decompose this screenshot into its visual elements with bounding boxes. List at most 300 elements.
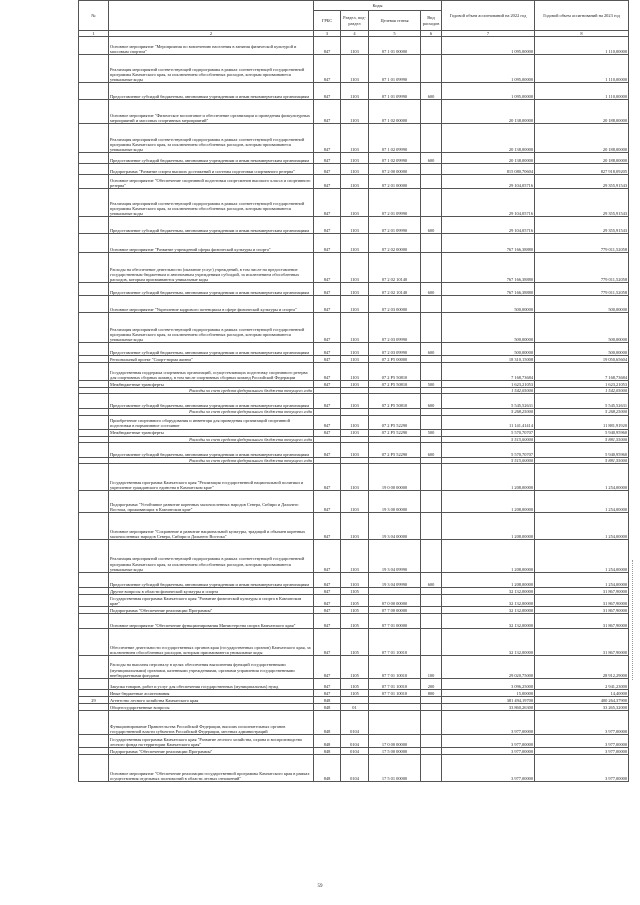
row-vr: 500 bbox=[421, 429, 442, 436]
row-vr bbox=[421, 588, 442, 595]
table-row bbox=[79, 755, 629, 782]
row-number bbox=[79, 343, 109, 356]
header-csr: Целевая статья bbox=[369, 11, 421, 31]
table-row bbox=[79, 429, 629, 436]
row-grbs: 847 bbox=[314, 253, 341, 283]
row-number bbox=[79, 55, 109, 83]
row-amount-2022: 3 977,00000 bbox=[442, 711, 535, 735]
row-razdel: 1103 bbox=[341, 234, 369, 253]
row-razdel: 1103 bbox=[341, 217, 369, 234]
col-number: 5 bbox=[369, 31, 421, 37]
row-razdel: 1105 bbox=[341, 607, 369, 614]
row-number bbox=[79, 381, 109, 388]
row-amount-2023: 1 254,00000 bbox=[535, 573, 629, 588]
row-vr bbox=[421, 464, 442, 491]
table-row bbox=[79, 629, 629, 656]
row-name: Другие вопросы в области физической культуры и спорта bbox=[109, 588, 314, 595]
row-amount-2022: 5 515,00000 bbox=[442, 436, 535, 442]
table-row bbox=[79, 540, 629, 573]
row-name: Реализация мероприятий соответствующей подпрограммы в рамках соответствующей государственной программы Камчатского края, за исключением обособленных расходов, которым присваиваются уникальные коды bbox=[109, 313, 314, 343]
row-amount-2023: 779 011,52058 bbox=[535, 253, 629, 283]
row-csr: 07 1 02 09990 bbox=[369, 153, 421, 164]
row-grbs: 847 bbox=[314, 595, 341, 607]
row-vr bbox=[421, 415, 442, 429]
row-grbs: 847 bbox=[314, 83, 341, 100]
row-amount-2022: 1 095,00000 bbox=[442, 55, 535, 83]
row-amount-2023: 20 188,00000 bbox=[535, 100, 629, 124]
row-razdel: 1103 bbox=[341, 189, 369, 217]
row-amount-2022: 32 132,00000 bbox=[442, 588, 535, 595]
row-amount-2023: 29 355,91543 bbox=[535, 189, 629, 217]
row-name: Подпрограмма "Развитие спорта высших достижений и системы подготовки спортивного резерва" bbox=[109, 164, 314, 175]
row-number bbox=[79, 37, 109, 55]
row-grbs: 847 bbox=[314, 217, 341, 234]
row-amount-2022: 1 208,00000 bbox=[442, 491, 535, 513]
row-csr: 07 2 02 10140 bbox=[369, 253, 421, 283]
row-csr: 19 0 00 00000 bbox=[369, 464, 421, 491]
row-name: Предоставление субсидий бюджетным, автономным учреждениям и иным некоммерческим организациям bbox=[109, 217, 314, 234]
row-csr: 07 7 01 10010 bbox=[369, 690, 421, 697]
row-csr: 07 2 01 09990 bbox=[369, 189, 421, 217]
row-vr bbox=[421, 595, 442, 607]
row-grbs: 847 bbox=[314, 124, 341, 153]
row-name: Расходы за счет средств федерального бюджета текущего года bbox=[109, 409, 314, 415]
row-amount-2023: 1 254,00000 bbox=[535, 464, 629, 491]
row-vr: 100 bbox=[421, 656, 442, 679]
row-number bbox=[79, 607, 109, 614]
row-razdel: 1103 bbox=[341, 343, 369, 356]
row-razdel: 1103 bbox=[341, 363, 369, 381]
row-vr: 600 bbox=[421, 283, 442, 296]
row-amount-2023: 500,00000 bbox=[535, 296, 629, 313]
row-number bbox=[79, 296, 109, 313]
row-number bbox=[79, 573, 109, 588]
table-row bbox=[79, 296, 629, 313]
row-amount-2022: 5 570,70707 bbox=[442, 442, 535, 457]
row-amount-2022: 767 166,38880 bbox=[442, 234, 535, 253]
row-razdel: 1103 bbox=[341, 283, 369, 296]
row-amount-2022: 1 208,00000 bbox=[442, 573, 535, 588]
row-amount-2022: 5 545,52631 bbox=[442, 394, 535, 409]
table-row bbox=[79, 442, 629, 457]
row-vr bbox=[421, 253, 442, 283]
row-amount-2022: 29 020,75000 bbox=[442, 656, 535, 679]
row-number bbox=[79, 415, 109, 429]
row-csr: 07 2 01 00000 bbox=[369, 175, 421, 189]
row-number bbox=[79, 253, 109, 283]
row-number bbox=[79, 124, 109, 153]
row-number bbox=[79, 656, 109, 679]
row-csr: 07 2 P5 52290 bbox=[369, 415, 421, 429]
col-number: 7 bbox=[442, 31, 535, 37]
row-name: Реализация мероприятий соответствующей подпрограммы в рамках соответствующей государственной программы Камчатского края, за исключением обособленных расходов, которым присваиваются уникальные коды bbox=[109, 540, 314, 573]
row-number bbox=[79, 363, 109, 381]
row-amount-2022: 32 132,00000 bbox=[442, 629, 535, 656]
row-vr: 600 bbox=[421, 343, 442, 356]
header-name bbox=[109, 1, 314, 31]
table-row bbox=[79, 607, 629, 614]
row-razdel: 1103 bbox=[341, 429, 369, 436]
row-razdel: 1103 bbox=[341, 153, 369, 164]
row-grbs: 847 bbox=[314, 153, 341, 164]
row-name: Предоставление субсидий бюджетным, автономным учреждениям и иным некоммерческим организациям bbox=[109, 573, 314, 588]
row-vr bbox=[421, 356, 442, 363]
row-number bbox=[79, 234, 109, 253]
row-razdel: 1103 bbox=[341, 394, 369, 409]
budget-table-body bbox=[79, 37, 629, 782]
row-name: Предоставление субсидий бюджетным, автономным учреждениям и иным некоммерческим организациям bbox=[109, 343, 314, 356]
row-amount-2022: 815 080,70604 bbox=[442, 164, 535, 175]
row-amount-2022: 1 542,05000 bbox=[442, 388, 535, 394]
row-razdel: 0104 bbox=[341, 748, 369, 755]
row-razdel: 1103 bbox=[341, 37, 369, 55]
table-row bbox=[79, 164, 629, 175]
row-amount-2023: 1 254,00000 bbox=[535, 491, 629, 513]
row-grbs: 847 bbox=[314, 513, 341, 540]
row-number bbox=[79, 614, 109, 629]
row-amount-2023: 1 542,05000 bbox=[535, 388, 629, 394]
row-name: Обеспечение деятельности государственных органов края (государственных органов) Камчатского края, за исключением обособленных расходов, которым присваиваются уникальные коды bbox=[109, 629, 314, 656]
row-amount-2023: 2 941,23000 bbox=[535, 679, 629, 690]
row-grbs: 847 bbox=[314, 283, 341, 296]
row-grbs: 847 bbox=[314, 313, 341, 343]
scan-edge bbox=[632, 560, 634, 680]
row-amount-2023: 1 623,21053 bbox=[535, 381, 629, 388]
row-amount-2023: 29 355,91543 bbox=[535, 217, 629, 234]
row-amount-2023: 1 254,00000 bbox=[535, 513, 629, 540]
row-amount-2023: 3 977,00000 bbox=[535, 735, 629, 748]
row-razdel: 1103 bbox=[341, 313, 369, 343]
row-number bbox=[79, 704, 109, 711]
row-razdel: 1103 bbox=[341, 513, 369, 540]
table-row bbox=[79, 513, 629, 540]
row-amount-2022: 1 095,00000 bbox=[442, 83, 535, 100]
row-number bbox=[79, 690, 109, 697]
row-amount-2022: 1 623,21053 bbox=[442, 381, 535, 388]
row-amount-2022: 3 977,00000 bbox=[442, 735, 535, 748]
row-vr bbox=[421, 124, 442, 153]
row-vr bbox=[421, 37, 442, 55]
row-amount-2023: 31 867,90000 bbox=[535, 614, 629, 629]
table-row bbox=[79, 656, 629, 679]
row-name: Подпрограмма "Обеспечение реализации Программы" bbox=[109, 607, 314, 614]
row-csr: 07 2 02 00000 bbox=[369, 234, 421, 253]
row-amount-2023: 500,00000 bbox=[535, 313, 629, 343]
row-name: Предоставление субсидий бюджетным, автономным учреждениям и иным некоммерческим организациям bbox=[109, 83, 314, 100]
row-number bbox=[79, 540, 109, 573]
row-amount-2022: 20 138,00000 bbox=[442, 124, 535, 153]
row-razdel: 1103 bbox=[341, 55, 369, 83]
row-number bbox=[79, 394, 109, 409]
table-row bbox=[79, 711, 629, 735]
row-vr bbox=[421, 234, 442, 253]
row-vr bbox=[421, 313, 442, 343]
row-name: Межбюджетные трансферты bbox=[109, 381, 314, 388]
row-razdel: 1103 bbox=[341, 573, 369, 588]
row-csr: 07 2 02 10140 bbox=[369, 283, 421, 296]
row-vr: 600 bbox=[421, 83, 442, 100]
row-number bbox=[79, 283, 109, 296]
row-grbs: 848 bbox=[314, 735, 341, 748]
row-amount-2023: 3 977,00000 bbox=[535, 755, 629, 782]
row-amount-2022: 29 104,05716 bbox=[442, 175, 535, 189]
row-vr: 200 bbox=[421, 679, 442, 690]
row-grbs: 847 bbox=[314, 164, 341, 175]
row-amount-2022: 1 208,00000 bbox=[442, 513, 535, 540]
row-amount-2023: 1 110,00000 bbox=[535, 37, 629, 55]
row-csr: 07 1 02 00000 bbox=[369, 100, 421, 124]
row-grbs: 847 bbox=[314, 629, 341, 656]
row-amount-2022: 767 166,38880 bbox=[442, 253, 535, 283]
row-grbs: 847 bbox=[314, 175, 341, 189]
row-csr: 19 3 04 00000 bbox=[369, 513, 421, 540]
table-row bbox=[79, 679, 629, 690]
row-name: Расходы за счет средств федерального бюджета текущего года bbox=[109, 388, 314, 394]
table-row bbox=[79, 491, 629, 513]
row-csr: 17 5 01 00000 bbox=[369, 755, 421, 782]
row-number bbox=[79, 153, 109, 164]
row-amount-2023: 31 867,90000 bbox=[535, 595, 629, 607]
row-csr: 07 2 P5 52290 bbox=[369, 429, 421, 436]
row-csr: 07 2 01 09990 bbox=[369, 217, 421, 234]
row-number bbox=[79, 313, 109, 343]
row-razdel: 1105 bbox=[341, 588, 369, 595]
row-name: Подпрограмма "Устойчивое развитие коренных малочисленных народов Севера, Сибири и Дальнего Востока, проживающих в Камчатском крае" bbox=[109, 491, 314, 513]
row-vr: 600 bbox=[421, 442, 442, 457]
header-number: № bbox=[79, 1, 109, 31]
row-amount-2023: 31 867,90000 bbox=[535, 607, 629, 614]
row-csr: 07 0 00 00000 bbox=[369, 595, 421, 607]
row-vr bbox=[421, 164, 442, 175]
table-row bbox=[79, 234, 629, 253]
header-razdel: Раздел, под-раздел bbox=[341, 11, 369, 31]
row-razdel: 01 bbox=[341, 704, 369, 711]
row-amount-2022: 20 138,00000 bbox=[442, 153, 535, 164]
row-grbs: 847 bbox=[314, 588, 341, 595]
row-vr bbox=[421, 614, 442, 629]
row-vr bbox=[421, 748, 442, 755]
row-amount-2022: 32 132,00000 bbox=[442, 595, 535, 607]
table-row bbox=[79, 55, 629, 83]
row-number bbox=[79, 217, 109, 234]
table-row bbox=[79, 363, 629, 381]
row-number bbox=[79, 164, 109, 175]
row-amount-2023: 5 881,55000 bbox=[535, 457, 629, 463]
col-number: 2 bbox=[109, 31, 314, 37]
row-csr: 07 1 01 09990 bbox=[369, 83, 421, 100]
table-row bbox=[79, 189, 629, 217]
row-name: Предоставление субсидий бюджетным, автономным учреждениям и иным некоммерческим организациям bbox=[109, 283, 314, 296]
row-name: Предоставление субсидий бюджетным, автономным учреждениям и иным некоммерческим организациям bbox=[109, 153, 314, 164]
table-row bbox=[79, 124, 629, 153]
row-grbs: 847 bbox=[314, 607, 341, 614]
row-grbs: 848 bbox=[314, 704, 341, 711]
col-number: 8 bbox=[535, 31, 629, 37]
row-vr bbox=[421, 189, 442, 217]
row-vr bbox=[421, 704, 442, 711]
row-razdel: 1103 bbox=[341, 100, 369, 124]
row-csr: 07 2 P5 52290 bbox=[369, 442, 421, 457]
row-grbs: 848 bbox=[314, 748, 341, 755]
row-name: Региональный проект "Спорт-норма жизни" bbox=[109, 356, 314, 363]
row-number bbox=[79, 735, 109, 748]
row-razdel: 1105 bbox=[341, 595, 369, 607]
row-vr: 600 bbox=[421, 394, 442, 409]
row-name: Основное мероприятие "Укрепление кадрового потенциала в сфере физической культуры и спорта" bbox=[109, 296, 314, 313]
row-amount-2023: 31 867,90000 bbox=[535, 588, 629, 595]
row-csr: 07 1 02 09990 bbox=[369, 124, 421, 153]
table-row bbox=[79, 37, 629, 55]
row-number bbox=[79, 513, 109, 540]
row-name: Подпрограмма "Обеспечение реализации Программы" bbox=[109, 748, 314, 755]
row-grbs: 847 bbox=[314, 343, 341, 356]
row-csr: 07 7 01 10010 bbox=[369, 629, 421, 656]
row-amount-2023: 19 050,65604 bbox=[535, 356, 629, 363]
row-amount-2022: 500,00000 bbox=[442, 296, 535, 313]
row-grbs: 848 bbox=[314, 755, 341, 782]
row-amount-2022: 29 104,05716 bbox=[442, 217, 535, 234]
row-name: Основное мероприятие "Развитие учреждений сферы физической культуры и спорта" bbox=[109, 234, 314, 253]
row-name: Реализация мероприятий соответствующей подпрограммы в рамках соответствующей государственной программы Камчатского края, за исключением обособленных расходов, которым присваиваются уникальные коды bbox=[109, 189, 314, 217]
row-number bbox=[79, 100, 109, 124]
row-amount-2022: 500,00000 bbox=[442, 343, 535, 356]
row-name: Предоставление субсидий бюджетным, автономным учреждениям и иным некоммерческим организациям bbox=[109, 394, 314, 409]
row-razdel: 1105 bbox=[341, 614, 369, 629]
row-amount-2022: 32 132,00000 bbox=[442, 607, 535, 614]
row-grbs: 847 bbox=[314, 37, 341, 55]
row-name: Агентство лесного хозяйства Камчатского края bbox=[109, 697, 314, 704]
row-name: Основное мероприятие "Обеспечение функционирования Министерства спорта Камчатского края" bbox=[109, 614, 314, 629]
row-vr bbox=[421, 755, 442, 782]
row-csr: 07 2 P5 00000 bbox=[369, 356, 421, 363]
table-row bbox=[79, 595, 629, 607]
row-csr bbox=[369, 704, 421, 711]
row-number bbox=[79, 588, 109, 595]
row-grbs: 847 bbox=[314, 189, 341, 217]
row-vr bbox=[421, 175, 442, 189]
row-vr bbox=[421, 363, 442, 381]
col-number: 1 bbox=[79, 31, 109, 37]
row-grbs: 847 bbox=[314, 464, 341, 491]
row-razdel: 1103 bbox=[341, 491, 369, 513]
row-name: Основное мероприятие "Обеспечение спортивной подготовки спортсменов высокого класса и спортивного резерва" bbox=[109, 175, 314, 189]
row-amount-2022: 18 310,15008 bbox=[442, 356, 535, 363]
row-csr: 07 1 01 09990 bbox=[369, 55, 421, 83]
row-number bbox=[79, 442, 109, 457]
row-name: Функционирование Правительства Российской Федерации, высших исполнительных органов государственной власти субъектов Российской Федерации, местных администраций bbox=[109, 711, 314, 735]
row-amount-2022: 1 095,00000 bbox=[442, 37, 535, 55]
col-number: 6 bbox=[421, 31, 442, 37]
row-name: Закупка товаров, работ и услуг для обеспечения государственных (муниципальных) нужд bbox=[109, 679, 314, 690]
row-grbs: 847 bbox=[314, 442, 341, 457]
row-razdel: 1103 bbox=[341, 296, 369, 313]
row-grbs: 847 bbox=[314, 356, 341, 363]
row-vr bbox=[421, 100, 442, 124]
row-vr bbox=[421, 697, 442, 704]
row-razdel: 0104 bbox=[341, 711, 369, 735]
table-row bbox=[79, 253, 629, 283]
row-grbs: 847 bbox=[314, 614, 341, 629]
row-razdel: 1103 bbox=[341, 83, 369, 100]
row-amount-2022: 3 096,25000 bbox=[442, 679, 535, 690]
row-number bbox=[79, 711, 109, 735]
table-row bbox=[79, 704, 629, 711]
row-name: Расходы на обеспечение деятельности (оказание услуг) учреждений, в том числе на предоставление государственным бюджетным и автономным учреждениям субсидий, за исключением обособленных расходов, которым присваиваются уникальные коды bbox=[109, 253, 314, 283]
row-amount-2022: 5 570,70707 bbox=[442, 429, 535, 436]
row-csr bbox=[369, 588, 421, 595]
row-csr: 07 7 01 00000 bbox=[369, 614, 421, 629]
row-amount-2022: 767 166,38880 bbox=[442, 283, 535, 296]
row-grbs: 847 bbox=[314, 679, 341, 690]
table-row bbox=[79, 217, 629, 234]
row-amount-2023: 1 254,00000 bbox=[535, 540, 629, 573]
row-razdel: 0104 bbox=[341, 735, 369, 748]
row-razdel: 1103 bbox=[341, 464, 369, 491]
header-grbs: ГРБС bbox=[314, 11, 341, 31]
row-amount-2023: 5 940,95960 bbox=[535, 429, 629, 436]
table-row bbox=[79, 415, 629, 429]
row-csr bbox=[369, 711, 421, 735]
row-vr: 500 bbox=[421, 381, 442, 388]
row-grbs: 847 bbox=[314, 296, 341, 313]
row-csr: 07 2 P5 50810 bbox=[369, 394, 421, 409]
row-grbs: 847 bbox=[314, 540, 341, 573]
row-vr: 800 bbox=[421, 690, 442, 697]
row-name: Расходы на выплаты персоналу в целях обеспечения выполнения функций государственными (муниципальными) органами, казенными учреждениями, органами управления государственными внебюджетными фондами bbox=[109, 656, 314, 679]
row-name: Общегосударственные вопросы bbox=[109, 704, 314, 711]
row-amount-2023: 3 977,00000 bbox=[535, 748, 629, 755]
row-razdel bbox=[341, 697, 369, 704]
row-amount-2023: 5 881,55000 bbox=[535, 436, 629, 442]
table-row bbox=[79, 313, 629, 343]
row-csr bbox=[369, 697, 421, 704]
row-amount-2022: 5 515,00000 bbox=[442, 457, 535, 463]
row-number bbox=[79, 595, 109, 607]
row-vr: 600 bbox=[421, 217, 442, 234]
row-amount-2023: 500,00000 bbox=[535, 343, 629, 356]
row-number bbox=[79, 491, 109, 513]
row-csr: 19 3 04 09990 bbox=[369, 573, 421, 588]
row-grbs: 847 bbox=[314, 429, 341, 436]
row-amount-2023: 20 188,00000 bbox=[535, 124, 629, 153]
row-number bbox=[79, 629, 109, 656]
row-grbs: 847 bbox=[314, 100, 341, 124]
row-vr bbox=[421, 540, 442, 573]
row-vr bbox=[421, 629, 442, 656]
row-grbs: 847 bbox=[314, 363, 341, 381]
row-vr bbox=[421, 55, 442, 83]
row-name: Предоставление субсидий бюджетным, автономным учреждениям и иным некоммерческим организациям bbox=[109, 442, 314, 457]
row-amount-2023: 5 545,52631 bbox=[535, 394, 629, 409]
row-name: Межбюджетные трансферты bbox=[109, 429, 314, 436]
row-csr: 17 5 00 00000 bbox=[369, 748, 421, 755]
row-vr bbox=[421, 607, 442, 614]
col-number: 4 bbox=[341, 31, 369, 37]
row-grbs: 847 bbox=[314, 381, 341, 388]
col-number: 3 bbox=[314, 31, 341, 37]
row-razdel: 1103 bbox=[341, 164, 369, 175]
row-amount-2023: 14,40000 bbox=[535, 690, 629, 697]
row-razdel: 1103 bbox=[341, 540, 369, 573]
row-amount-2022: 5 268,25000 bbox=[442, 409, 535, 415]
table-row bbox=[79, 100, 629, 124]
row-grbs: 848 bbox=[314, 697, 341, 704]
row-grbs: 847 bbox=[314, 573, 341, 588]
row-amount-2022: 1 208,00000 bbox=[442, 464, 535, 491]
row-amount-2023: 20 188,00000 bbox=[535, 153, 629, 164]
row-amount-2022: 500,00000 bbox=[442, 313, 535, 343]
header-codes: Коды bbox=[314, 1, 442, 11]
